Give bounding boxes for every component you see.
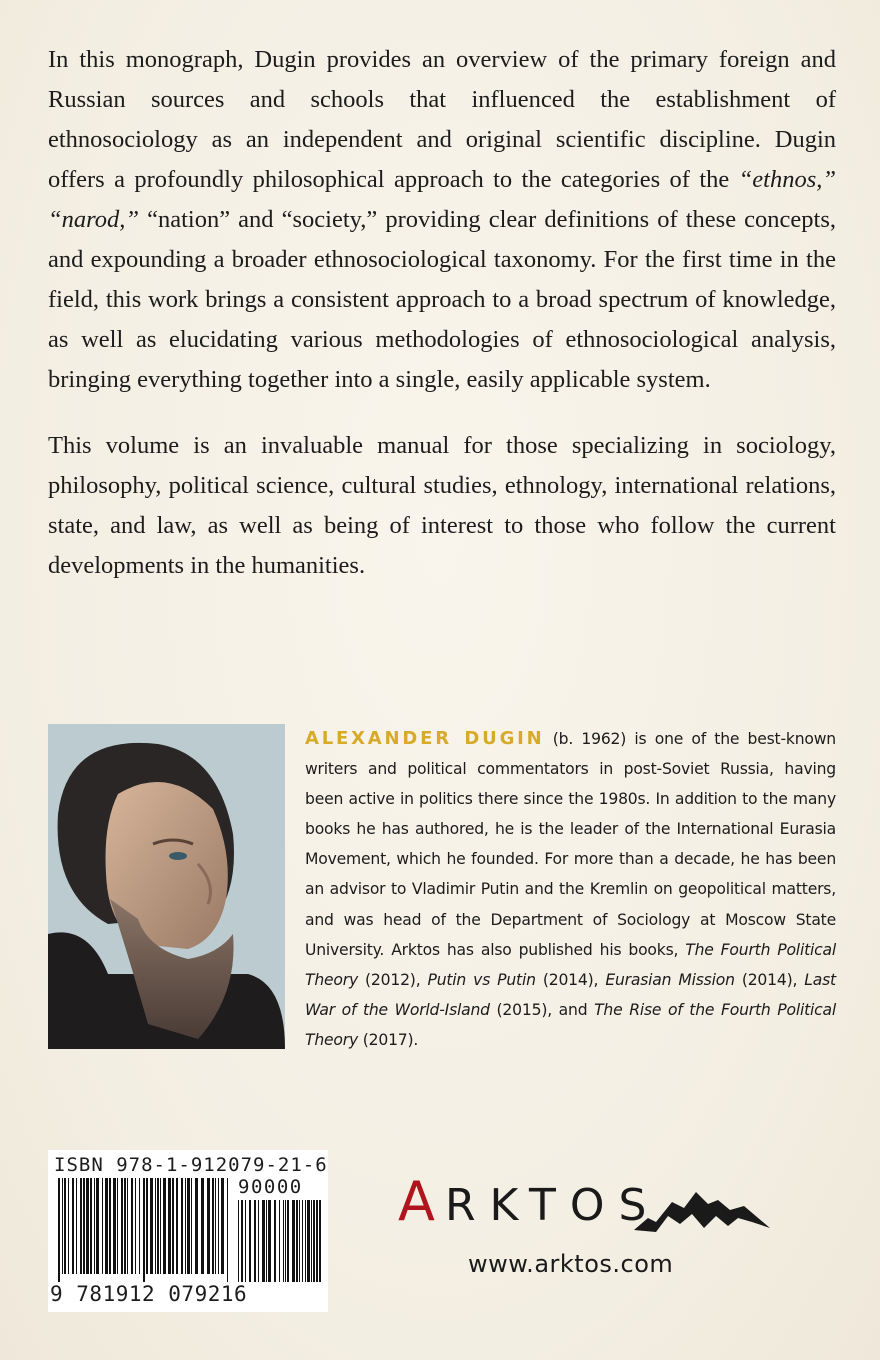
back-cover-blurb <box>48 40 836 612</box>
book-title: The Fourth Political Theory <box>305 940 836 989</box>
blurb-text: “nation” and “society,” providing clear definitions of these concepts, and expounding a broader ethnosociological taxonomy. For the first time in the field, this work brings a consistent approach to a broad spectrum of knowledge, as well as elucidating various methodologies of ethnosociological analysis, bringing everything together into a single, easily applicable system. <box>48 206 836 393</box>
bio-text: (2014), <box>734 970 805 989</box>
publisher-initial: A <box>398 1170 445 1233</box>
isbn-barcode <box>48 1150 328 1312</box>
bio-text: (2015), and <box>489 1000 595 1019</box>
bio-text: (2012), <box>357 970 428 989</box>
isbn-number: ISBN 978-1-912079-21-6 <box>54 1154 328 1176</box>
author-section <box>48 724 838 1054</box>
book-title: Last War of the World-Island <box>305 970 836 1019</box>
book-title: Putin vs Putin <box>427 970 536 989</box>
ean-digits: 9 781912 079216 <box>50 1282 248 1306</box>
blurb-paragraph-2: This volume is an invaluable manual for those specializing in sociology, philosophy, political science, cultural studies, ethnology, international relations, state, and law, as well as being of interest to those who follow the current developments in the humanities. <box>48 432 836 579</box>
term-ethnos: “ethnos,” <box>738 166 836 193</box>
mountain-icon <box>634 1188 770 1234</box>
book-title: The Rise of the Fourth Political Theory <box>305 1000 836 1049</box>
bio-text: (2017). <box>357 1030 419 1049</box>
publisher-url: www.arktos.com <box>468 1250 674 1278</box>
author-portrait <box>48 724 285 1049</box>
book-title: Eurasian Mission <box>605 970 735 989</box>
blurb-paragraph-1 <box>48 40 836 400</box>
bio-text: (2014), <box>535 970 606 989</box>
publisher-logo <box>398 1170 778 1290</box>
bio-text: (b. 1962) is one of the best-known writers and political commentators in post-Soviet Russia, having been active in politics there since the 1980s. In addition to the many books he has authored, he is the leader of the International Eurasia Movement, which he founded. For more than a decade, he has been an advisor to Vladimir Putin and the Kremlin on geopolitical matters, and was head of the Department of Sociology at Moscow State University. Arktos has also published his books, <box>305 730 836 959</box>
author-name: ALEXANDER DUGIN <box>305 728 545 749</box>
publisher-name-rest: RKTOS <box>444 1180 661 1231</box>
blurb-text: In this monograph, Dugin provides an overview of the primary foreign and Russian sources and schools that influenced the establishment of ethnosociology as an independent and original scientific discipline. Dugin offers a profoundly philosophical approach to the categories of the <box>48 46 836 193</box>
author-bio <box>305 724 836 1055</box>
portrait-illustration <box>48 724 285 1049</box>
price-code: 90000 <box>238 1176 303 1198</box>
publisher-name <box>398 1170 660 1233</box>
term-narod: “narod,” <box>48 206 140 233</box>
